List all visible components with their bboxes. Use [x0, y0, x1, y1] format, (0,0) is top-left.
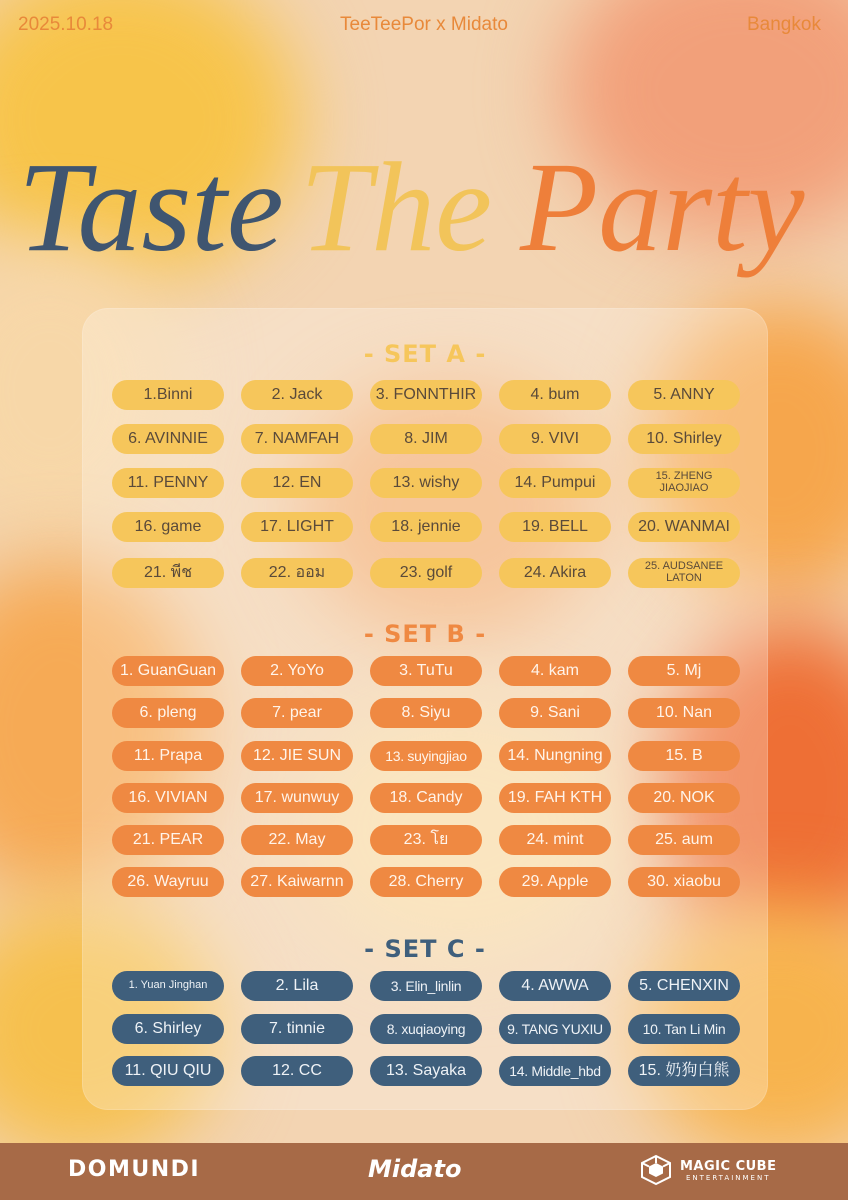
- set-b-member-4: 4. kam: [499, 656, 611, 686]
- set-a-member-3: 3. FONNTHIR: [370, 380, 482, 410]
- set-a-member-2: 2. Jack: [241, 380, 353, 410]
- magic-cube-logo: [640, 1154, 776, 1186]
- set-a-member-17: 17. LIGHT: [241, 512, 353, 542]
- set-a-title: - SET A -: [363, 340, 487, 368]
- set-c-member-10: 10. Tan Li Min: [628, 1014, 740, 1044]
- cube-icon: [640, 1154, 672, 1186]
- set-a-member-7: 7. NAMFAH: [241, 424, 353, 454]
- set-b-member-17: 17. wunwuy: [241, 783, 353, 813]
- set-b-member-29: 29. Apple: [499, 867, 611, 897]
- set-a-member-9: 9. VIVI: [499, 424, 611, 454]
- event-location: Bangkok: [747, 14, 821, 35]
- set-a-member-10: 10. Shirley: [628, 424, 740, 454]
- title-word-party: Party: [520, 136, 805, 278]
- set-b-member-12: 12. JIE SUN: [241, 741, 353, 771]
- set-a-member-22: 22. ออม: [241, 558, 353, 588]
- magic-cube-name: MAGIC CUBE: [680, 1158, 777, 1174]
- set-b-member-8: 8. Siyu: [370, 698, 482, 728]
- set-b-member-16: 16. VIVIAN: [112, 783, 224, 813]
- set-a-member-11: 11. PENNY: [112, 468, 224, 498]
- set-b-member-2: 2. YoYo: [241, 656, 353, 686]
- set-b-member-1: 1. GuanGuan: [112, 656, 224, 686]
- set-b-member-13: 13. suyingjiao: [370, 741, 482, 771]
- set-b-member-21: 21. PEAR: [112, 825, 224, 855]
- set-a-member-20: 20. WANMAI: [628, 512, 740, 542]
- sponsor-footer: [0, 1143, 848, 1200]
- set-c-title: - SET C -: [364, 935, 486, 963]
- set-c-member-7: 7. tinnie: [241, 1014, 353, 1044]
- set-c-member-1: 1. Yuan Jinghan: [112, 971, 224, 1001]
- set-a-member-18: 18. jennie: [370, 512, 482, 542]
- collab-title: TeeTeePor x Midato: [340, 14, 508, 35]
- set-b-member-10: 10. Nan: [628, 698, 740, 728]
- set-c-member-13: 13. Sayaka: [370, 1056, 482, 1086]
- set-a-member-8: 8. JIM: [370, 424, 482, 454]
- set-a-member-25: 25. AUDSANEE LATON: [628, 558, 740, 588]
- set-b-member-25: 25. aum: [628, 825, 740, 855]
- set-a-member-21: 21. พีช: [112, 558, 224, 588]
- set-a-member-6: 6. AVINNIE: [112, 424, 224, 454]
- set-b-member-9: 9. Sani: [499, 698, 611, 728]
- set-a-member-19: 19. BELL: [499, 512, 611, 542]
- set-a-member-12: 12. EN: [241, 468, 353, 498]
- set-a-member-16: 16. game: [112, 512, 224, 542]
- set-b-member-24: 24. mint: [499, 825, 611, 855]
- set-b-member-23: 23. โย: [370, 825, 482, 855]
- set-b-member-30: 30. xiaobu: [628, 867, 740, 897]
- set-c-member-3: 3. Elin_linlin: [370, 971, 482, 1001]
- event-title: [0, 60, 848, 290]
- set-b-member-3: 3. TuTu: [370, 656, 482, 686]
- set-c-member-4: 4. AWWA: [499, 971, 611, 1001]
- set-c-member-15: 15. 奶狗白熊: [628, 1056, 740, 1086]
- set-b-member-28: 28. Cherry: [370, 867, 482, 897]
- set-c-member-14: 14. Middle_hbd: [499, 1056, 611, 1086]
- set-a-member-24: 24. Akira: [499, 558, 611, 588]
- set-b-member-26: 26. Wayruu: [112, 867, 224, 897]
- set-c-member-12: 12. CC: [241, 1056, 353, 1086]
- set-b-title: - SET B -: [363, 620, 487, 648]
- set-c-member-5: 5. CHENXIN: [628, 971, 740, 1001]
- set-b-member-7: 7. pear: [241, 698, 353, 728]
- set-c-member-2: 2. Lila: [241, 971, 353, 1001]
- event-date: 2025.10.18: [18, 14, 114, 35]
- top-info-bar: [0, 14, 848, 44]
- set-a-member-5: 5. ANNY: [628, 380, 740, 410]
- set-b-member-18: 18. Candy: [370, 783, 482, 813]
- set-b-member-20: 20. NOK: [628, 783, 740, 813]
- set-a-member-15: 15. ZHENG JIAOJIAO: [628, 468, 740, 498]
- title-word-the: The: [300, 136, 492, 278]
- set-b-member-15: 15. B: [628, 741, 740, 771]
- set-a-member-4: 4. bum: [499, 380, 611, 410]
- set-c-member-8: 8. xuqiaoying: [370, 1014, 482, 1044]
- set-a-member-23: 23. golf: [370, 558, 482, 588]
- magic-cube-subtitle: ENTERTAINMENT: [685, 1173, 771, 1182]
- title-word-taste: Taste: [18, 136, 284, 278]
- set-c-member-6: 6. Shirley: [112, 1014, 224, 1044]
- set-b-member-22: 22. May: [241, 825, 353, 855]
- set-b-member-11: 11. Prapa: [112, 741, 224, 771]
- set-b-member-6: 6. pleng: [112, 698, 224, 728]
- set-a-member-14: 14. Pumpui: [499, 468, 611, 498]
- midato-logo: Midato: [368, 1155, 462, 1183]
- set-c-member-9: 9. TANG YUXIU: [499, 1014, 611, 1044]
- set-b-member-14: 14. Nungning: [499, 741, 611, 771]
- lineup-panel: [82, 308, 768, 1110]
- set-b-member-19: 19. FAH KTH: [499, 783, 611, 813]
- set-a-member-1: 1.Binni: [112, 380, 224, 410]
- set-b-member-5: 5. Mj: [628, 656, 740, 686]
- set-c-member-11: 11. QIU QIU: [112, 1056, 224, 1086]
- set-b-member-27: 27. Kaiwarnn: [241, 867, 353, 897]
- domundi-logo: DOMUNDI: [68, 1157, 201, 1182]
- set-a-member-13: 13. wishy: [370, 468, 482, 498]
